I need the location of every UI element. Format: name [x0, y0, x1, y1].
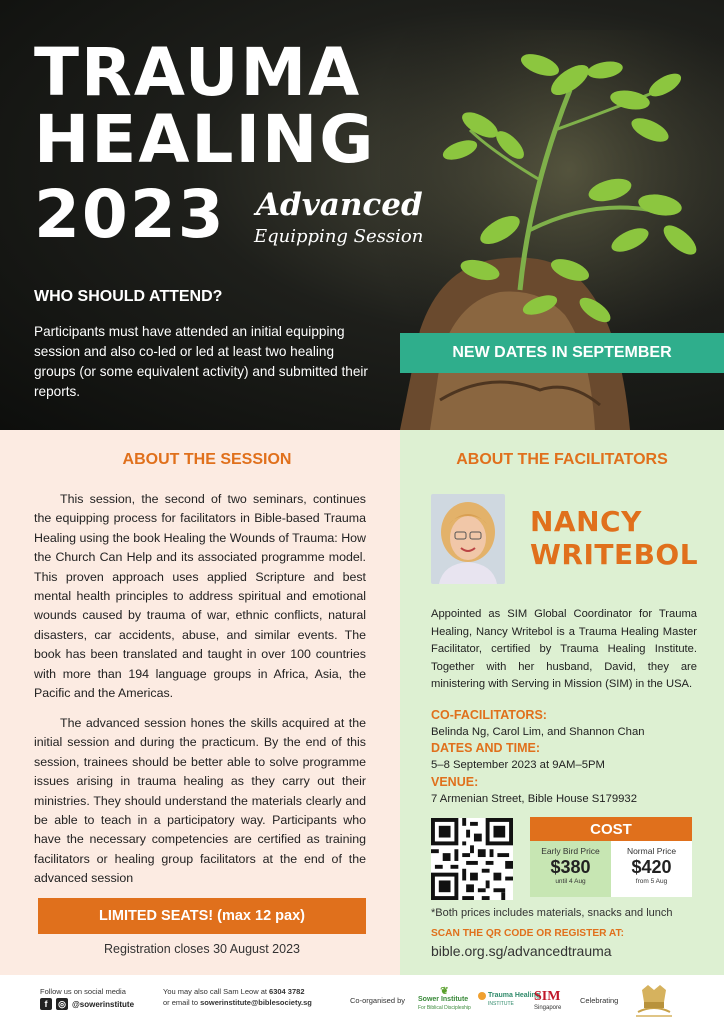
celebrating-text: Celebrating: [580, 996, 619, 1005]
early-bird-label: Early Bird Price: [541, 846, 600, 856]
about-paragraph-2: The advanced session hones the skills acquired at the initial session and during the practicum. By the end of this session, trainees should be better able to solve programme issues arising in trauma healing as they carry out their ministries. They should understand the materials clearly and be able to teach in a participatory way. Participants who have the necessary competencies are certified as training facilitators or healing group facilitators at the end of the advanced session: [34, 716, 366, 886]
trauma-healing-logo-sub: INSTITUTE: [488, 1001, 514, 1007]
normal-label: Normal Price: [626, 846, 677, 856]
facilitator-first-name: NANCY: [530, 505, 642, 538]
dates-value: 5–8 September 2023 at 9AM–5PM: [431, 759, 605, 771]
social-links: [40, 998, 134, 1010]
sprout-icon: ❦: [440, 986, 449, 997]
scan-instruction: SCAN THE QR CODE OR REGISTER AT:: [431, 928, 625, 939]
venue-label: VENUE:: [431, 775, 479, 789]
early-bird-until: until 4 Aug: [555, 878, 586, 885]
contact-text: [163, 986, 312, 1008]
normal-from: from 5 Aug: [635, 878, 668, 885]
follow-text: Follow us on social media: [40, 987, 126, 996]
coorganised-text: Co-organised by: [350, 996, 406, 1005]
sower-logo-text: Sower Institute: [418, 996, 469, 1003]
cofacilitators-label: CO-FACILITATORS:: [431, 708, 547, 722]
instagram-icon[interactable]: ◎: [56, 998, 68, 1010]
email-address[interactable]: sowerinstitute@biblesociety.sg: [200, 998, 312, 1007]
subtitle-equipping: Equipping Session: [254, 226, 424, 247]
trauma-healing-logo-text: Trauma Healing: [488, 992, 541, 999]
email-prefix: or email to: [163, 998, 201, 1007]
about-paragraph-1: This session, the second of two seminars, continues the equipping process for facilitators in Bible-based Trauma Healing using the book Healing the Wounds of Trauma: How the Church Can Help and its associated programme model. This proven approach uses applied Scripture and best mental health principles to address spiritual and emotional wounds caused by trauma of war, ethnic conflicts, natural disasters, car accidents, abuse, and similar events. The book has been translated and taught in over 100 countries with more than 194 language groups in Africa, Asia, the Pacific and the Americas.: [34, 492, 366, 701]
registration-qr-code[interactable]: [431, 818, 513, 900]
facilitators-heading: ABOUT THE FACILITATORS: [456, 451, 668, 468]
sower-logo-sub: For Biblical Discipleship: [418, 1005, 471, 1011]
social-handle[interactable]: @sowerinstitute: [72, 999, 135, 1009]
anniversary-emblem-icon: [634, 982, 674, 1018]
limited-seats-banner: LIMITED SEATS! (max 12 pax): [38, 898, 366, 934]
registration-deadline: Registration closes 30 August 2023: [104, 942, 300, 956]
dates-label: DATES AND TIME:: [431, 741, 541, 755]
early-bird-price: $380: [550, 857, 591, 877]
sim-logo-sub: Singapore: [534, 1005, 562, 1011]
early-bird-price-box: [530, 841, 611, 897]
who-heading: WHO SHOULD ATTEND?: [34, 288, 223, 305]
registration-link[interactable]: bible.org.sg/advancedtrauma: [431, 943, 612, 959]
trauma-healing-mark-icon: [478, 992, 486, 1000]
new-dates-banner: NEW DATES IN SEPTEMBER: [400, 333, 724, 373]
sim-singapore-logo: [534, 990, 561, 1012]
sower-institute-logo: [418, 988, 471, 1012]
sim-logo-text: SIM: [534, 989, 561, 1004]
cofacilitators-value: Belinda Ng, Carol Lim, and Shannon Chan: [431, 726, 645, 738]
cost-box: [530, 817, 692, 897]
normal-price-box: [611, 841, 692, 897]
phone-number[interactable]: 6304 3782: [269, 987, 305, 996]
cost-heading: COST: [530, 817, 692, 841]
title-year: 2023: [34, 176, 226, 253]
normal-price: $420: [631, 857, 672, 877]
venue-value: 7 Armenian Street, Bible House S179932: [431, 793, 637, 805]
title-trauma: TRAUMA: [34, 34, 362, 111]
who-text: Participants must have attended an initial equipping session and also co-led or led at least two healing groups (or some equivalent activity) and submitted their reports.: [34, 324, 368, 399]
nancy-photo: [431, 494, 505, 584]
subtitle-advanced: Advanced: [256, 187, 423, 223]
hero-banner: [0, 0, 724, 430]
facilitator-bio: Appointed as SIM Global Coordinator for Trauma Healing, Nancy Writebol is a Trauma Healing Master Facilitator, certified by Trauma Healing Institute. Together with her husband, David, they are ministering with Serving in Mission (SIM) in the USA.: [431, 608, 697, 690]
facebook-icon[interactable]: f: [40, 998, 52, 1010]
facilitator-name: [530, 505, 698, 571]
price-note: *Both prices includes materials, snacks and lunch: [431, 907, 673, 919]
title-healing: HEALING: [34, 101, 376, 178]
facilitator-last-name: WRITEBOL: [530, 538, 699, 571]
about-session-heading: ABOUT THE SESSION: [122, 451, 292, 468]
call-prefix: You may also call Sam Leow at: [163, 987, 270, 996]
trauma-healing-logo: [478, 992, 540, 1008]
